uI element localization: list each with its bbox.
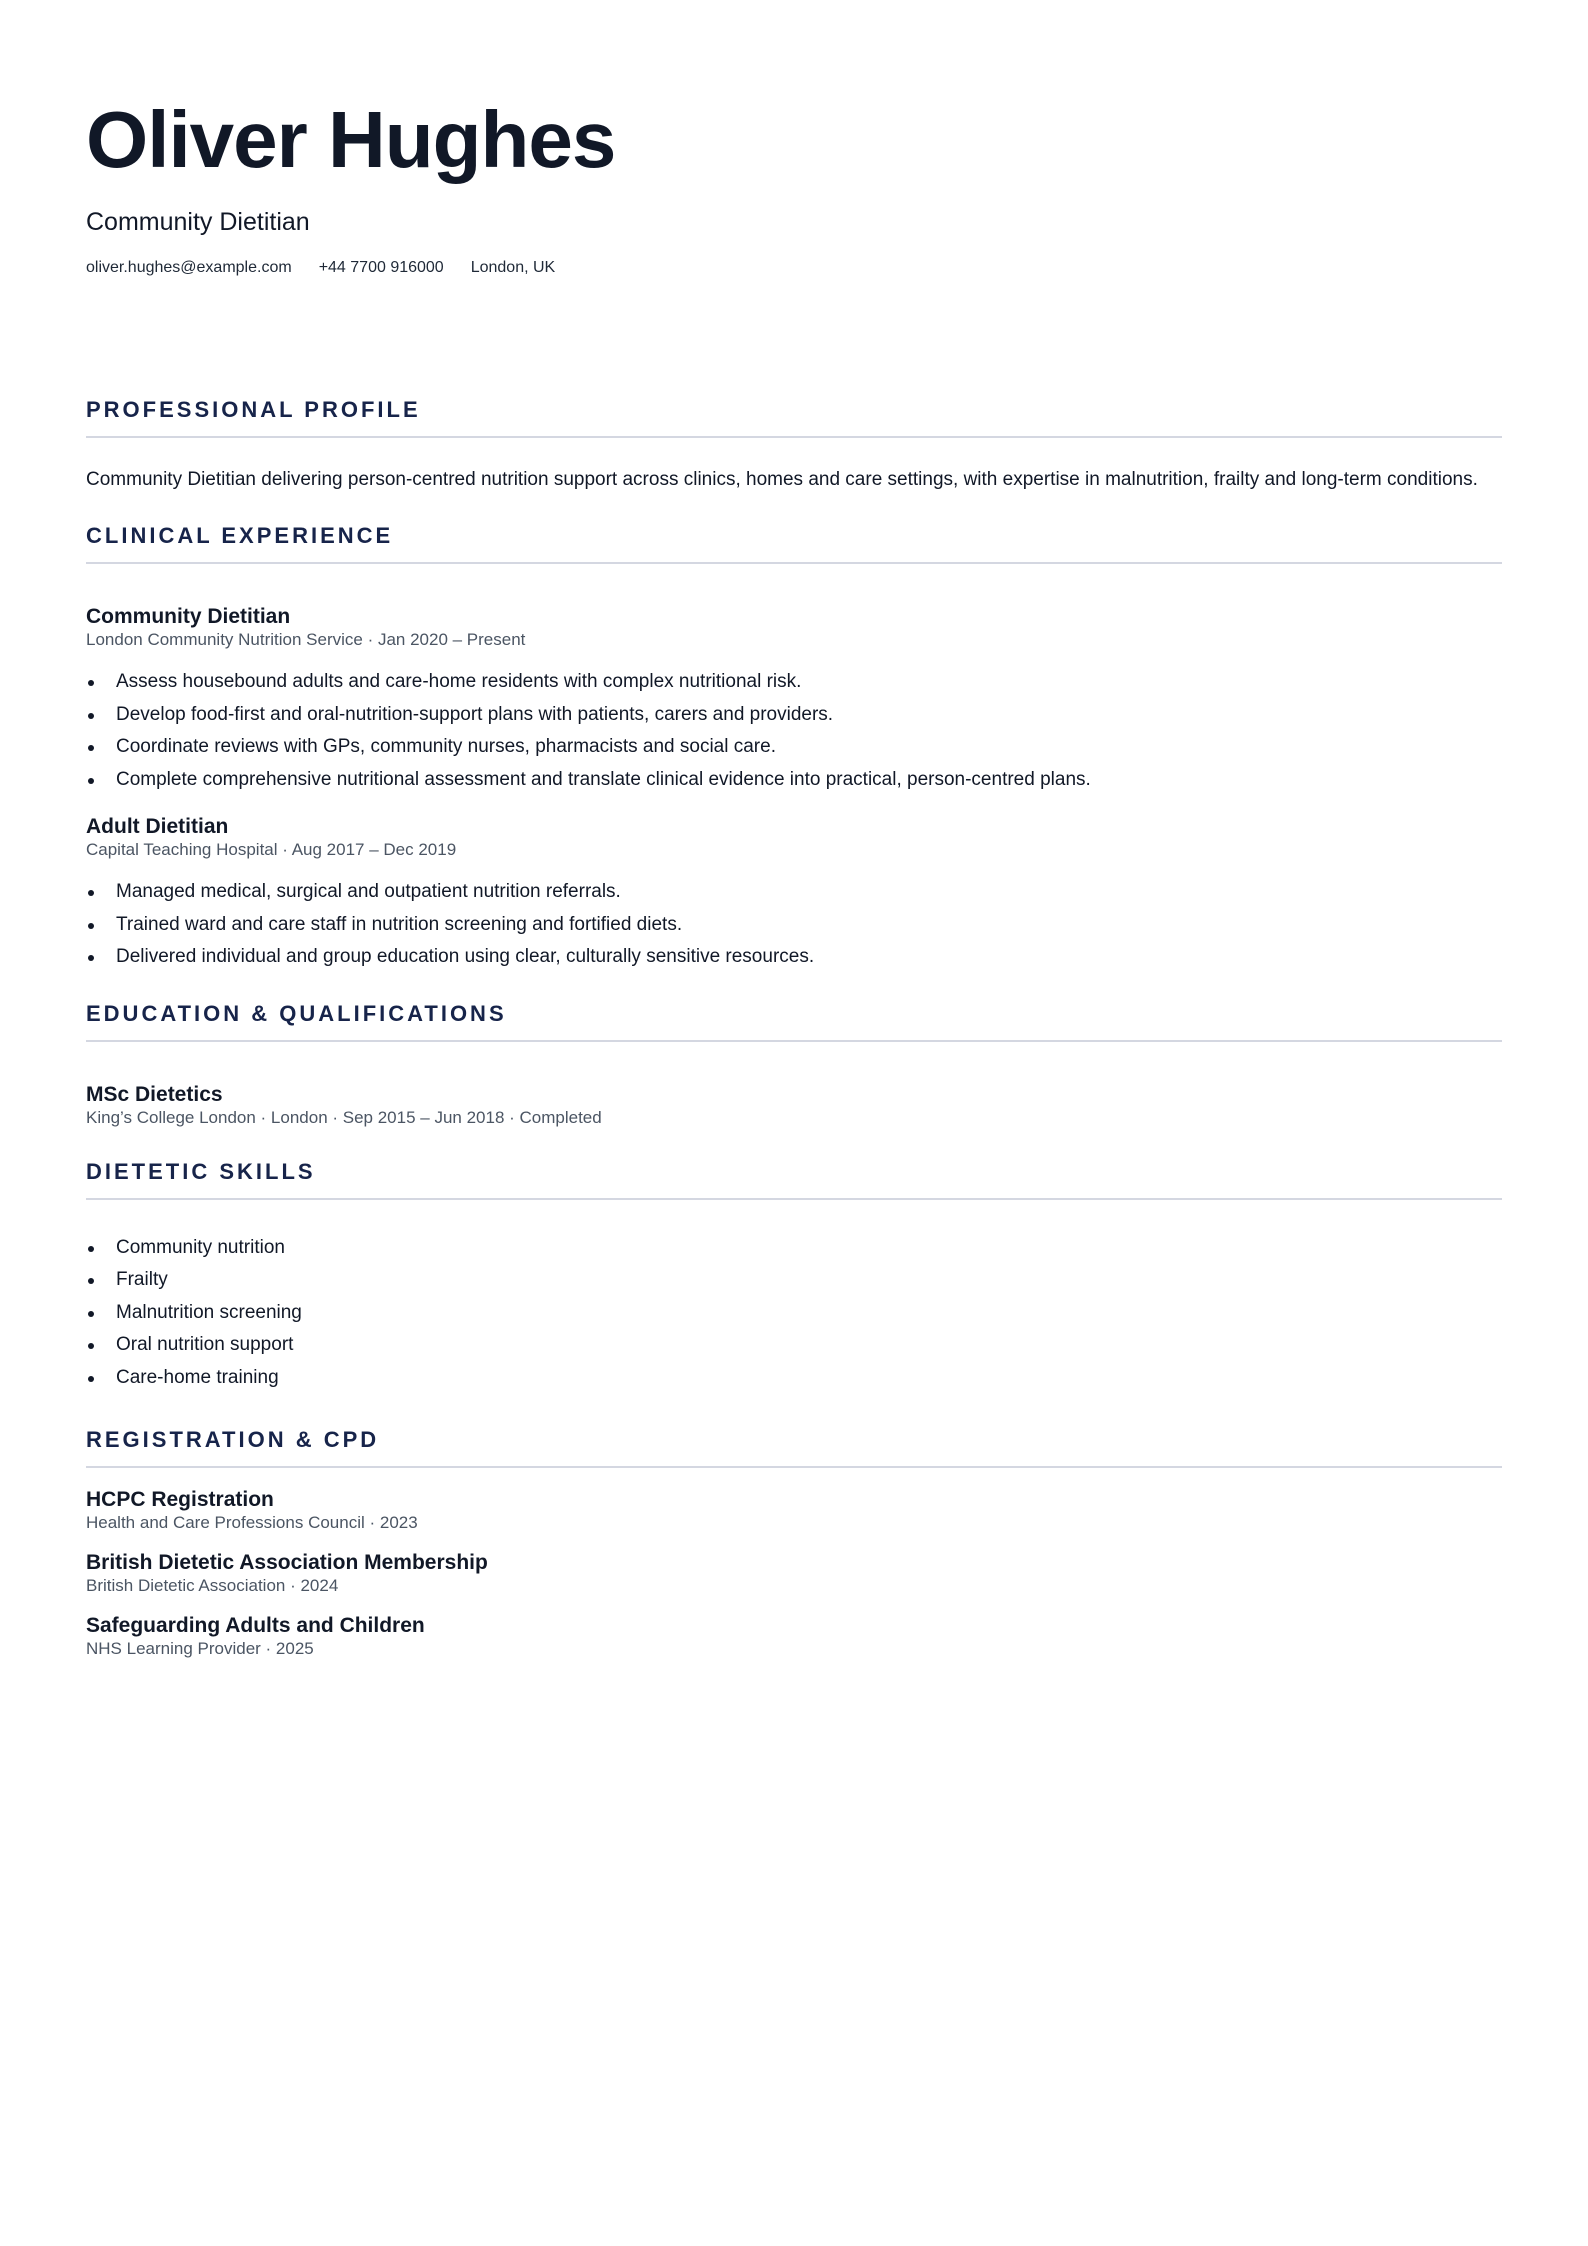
education-section bbox=[86, 1000, 1502, 1128]
job-bullets bbox=[86, 876, 1502, 974]
bullet-dot-icon bbox=[88, 680, 94, 686]
skill-item bbox=[86, 1264, 1502, 1297]
bullet-item bbox=[86, 909, 1502, 942]
bullet-dot-icon bbox=[88, 923, 94, 929]
profile-section bbox=[86, 396, 1502, 493]
contact-phone: +44 7700 916000 bbox=[318, 259, 444, 276]
registration-entry bbox=[86, 1613, 1502, 1659]
bullet-dot-icon bbox=[88, 1376, 94, 1382]
bullet-text: Coordinate reviews with GPs, community nurses, pharmacists and social care. bbox=[116, 736, 776, 757]
skill-item bbox=[86, 1297, 1502, 1330]
job-meta: Capital Teaching Hospital · Aug 2017 – Dec 2019 bbox=[86, 840, 457, 859]
contact-line bbox=[86, 258, 1502, 278]
skill-text: Oral nutrition support bbox=[116, 1334, 294, 1355]
bullet-item bbox=[86, 699, 1502, 732]
bullet-item bbox=[86, 666, 1502, 699]
education-entry bbox=[86, 1082, 1502, 1128]
skill-item bbox=[86, 1329, 1502, 1362]
skill-item bbox=[86, 1362, 1502, 1395]
contact-email: oliver.hughes@example.com bbox=[86, 259, 292, 276]
candidate-name: Oliver Hughes bbox=[86, 95, 616, 184]
section-title-profile: PROFESSIONAL PROFILE bbox=[86, 396, 1502, 438]
candidate-headline: Community Dietitian bbox=[86, 208, 310, 236]
skill-item bbox=[86, 1232, 1502, 1265]
bullet-text: Delivered individual and group education using clear, culturally sensitive resources. bbox=[116, 946, 815, 967]
registration-name: Safeguarding Adults and Children bbox=[86, 1614, 425, 1637]
bullet-dot-icon bbox=[88, 745, 94, 751]
section-title-education: EDUCATION & QUALIFICATIONS bbox=[86, 1000, 1502, 1042]
bullet-text: Assess housebound adults and care-home residents with complex nutritional risk. bbox=[116, 671, 802, 692]
registration-meta: British Dietetic Association · 2024 bbox=[86, 1576, 339, 1595]
section-title-registration: REGISTRATION & CPD bbox=[86, 1426, 1502, 1468]
registration-entry bbox=[86, 1487, 1502, 1533]
profile-text: Community Dietitian delivering person-centred nutrition support across clinics, homes and care settings, with expertise in malnutrition, frailty and long-term conditions. bbox=[86, 469, 1478, 490]
bullet-dot-icon bbox=[88, 778, 94, 784]
experience-entry bbox=[86, 604, 1502, 796]
contact-location: London, UK bbox=[470, 259, 556, 276]
job-title: Adult Dietitian bbox=[86, 815, 229, 838]
skill-text: Care-home training bbox=[116, 1366, 279, 1388]
bullet-text: Complete comprehensive nutritional assessment and translate clinical evidence into practical, person-centred plans. bbox=[116, 768, 1091, 790]
registration-section bbox=[86, 1426, 1502, 1659]
resume-header bbox=[86, 96, 1502, 278]
skills-list bbox=[86, 1232, 1502, 1395]
bullet-dot-icon bbox=[88, 1246, 94, 1252]
skill-text: Frailty bbox=[116, 1269, 168, 1290]
section-title-skills: DIETETIC SKILLS bbox=[86, 1158, 1502, 1200]
degree-title: MSc Dietetics bbox=[86, 1082, 223, 1106]
bullet-dot-icon bbox=[88, 955, 94, 961]
degree-meta: King’s College London · London · Sep 2015 – Jun 2018 · Completed bbox=[86, 1107, 602, 1127]
registration-name: HCPC Registration bbox=[86, 1488, 274, 1511]
bullet-dot-icon bbox=[88, 890, 94, 896]
bullet-item bbox=[86, 764, 1502, 797]
skill-text: Malnutrition screening bbox=[116, 1301, 302, 1323]
registration-name: British Dietetic Association Membership bbox=[86, 1551, 488, 1574]
bullet-text: Managed medical, surgical and outpatient nutrition referrals. bbox=[116, 881, 621, 902]
bullet-item bbox=[86, 876, 1502, 909]
experience-section bbox=[86, 522, 1502, 974]
registration-entry bbox=[86, 1550, 1502, 1596]
job-title: Community Dietitian bbox=[86, 605, 291, 628]
bullet-text: Trained ward and care staff in nutrition screening and fortified diets. bbox=[116, 913, 683, 935]
bullet-dot-icon bbox=[88, 1278, 94, 1284]
registration-meta: NHS Learning Provider · 2025 bbox=[86, 1639, 314, 1658]
job-meta: London Community Nutrition Service · Jan 2020 – Present bbox=[86, 630, 526, 649]
bullet-dot-icon bbox=[88, 1343, 94, 1349]
bullet-item bbox=[86, 941, 1502, 974]
job-bullets bbox=[86, 666, 1502, 796]
bullet-item bbox=[86, 731, 1502, 764]
registration-meta: Health and Care Professions Council · 2023 bbox=[86, 1513, 418, 1532]
skill-text: Community nutrition bbox=[116, 1236, 285, 1258]
bullet-dot-icon bbox=[88, 1311, 94, 1317]
bullet-text: Develop food-first and oral-nutrition-support plans with patients, carers and providers. bbox=[116, 703, 834, 725]
experience-entry bbox=[86, 814, 1502, 974]
bullet-dot-icon bbox=[88, 713, 94, 719]
skills-section bbox=[86, 1158, 1502, 1395]
section-title-experience: CLINICAL EXPERIENCE bbox=[86, 522, 1502, 564]
